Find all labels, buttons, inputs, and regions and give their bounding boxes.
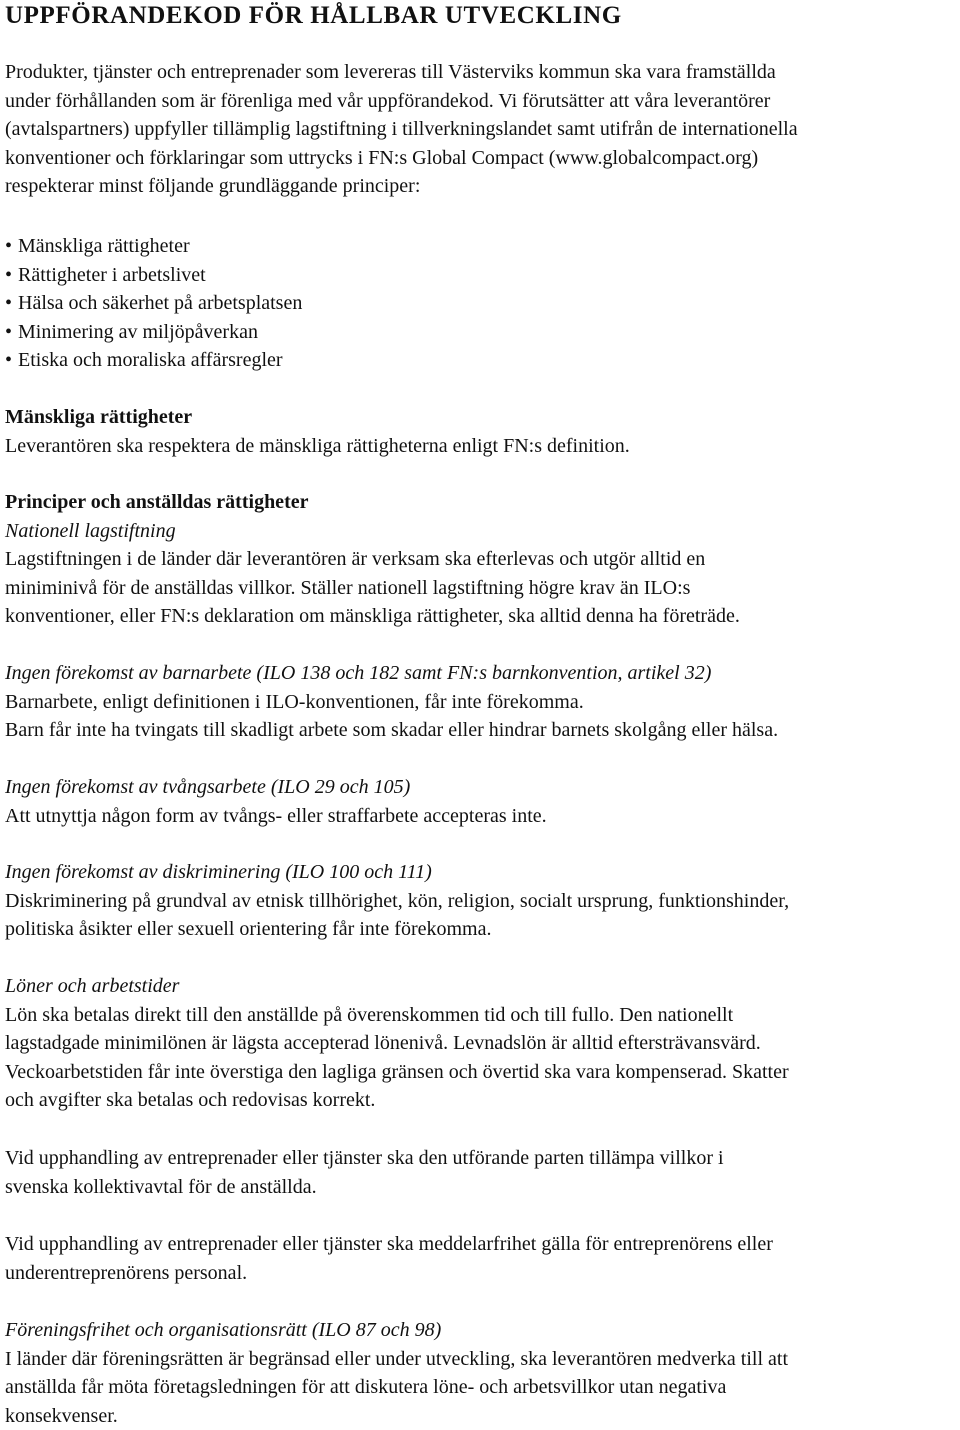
section-subheading: Nationell lagstiftning (5, 519, 176, 542)
document-title: UPPFÖRANDEKOD FÖR HÅLLBAR UTVECKLING (5, 2, 622, 29)
text-line: respekterar minst följande grundläggande principer: (5, 175, 421, 198)
text-line: I länder där föreningsrätten är begränsad eller under utveckling, ska leverantören medverka till att (5, 1347, 788, 1370)
section-subheading: Ingen förekomst av diskriminering (ILO 100 och 111) (5, 861, 432, 883)
text-line: Lagstiftningen i de länder där leverantören är verksam ska efterlevas och utgör alltid en (5, 548, 706, 571)
text-line: lagstadgade minimilönen är lägsta accepterad lönenivå. Levnadslön är alltid eftersträvansvärd. (5, 1032, 761, 1055)
text-line: underentreprenörens personal. (5, 1261, 248, 1284)
principles-list (5, 232, 957, 375)
discrimination-section (5, 858, 957, 944)
text-line: (avtalspartners) uppfyller tillämplig lagstiftning i tillverkningslandet samt utifrån de internationella (5, 118, 798, 141)
list-item: • Etiska och moraliska affärsregler (5, 346, 957, 375)
text-line: Diskriminering på grundval av etnisk tillhörighet, kön, religion, socialt ursprung, funktionshinder, (5, 889, 790, 912)
human-rights-section (5, 403, 957, 460)
list-item: • Hälsa och säkerhet på arbetsplatsen (5, 289, 957, 318)
section-subheading: Föreningsfrihet och organisationsrätt (ILO 87 och 98) (5, 1319, 442, 1341)
child-labour-section (5, 659, 957, 745)
text-line: Vid upphandling av entreprenader eller tjänster ska meddelarfrihet gälla för entreprenörens eller (5, 1233, 773, 1255)
text-line: Barn får inte ha tvingats till skadligt arbete som skadar eller hindrar barnets skolgång eller hälsa. (5, 719, 779, 742)
employee-rights-section (5, 488, 957, 631)
text-line: under förhållanden som är förenliga med vår uppförandekod. Vi förutsätter att våra leverantörer (5, 89, 771, 112)
forced-labour-section (5, 773, 957, 830)
text-line: politiska åsikter eller sexuell orientering får inte förekomma. (5, 918, 492, 941)
whistleblower-paragraph (5, 1230, 957, 1287)
section-heading: Mänskliga rättigheter (5, 406, 193, 428)
text-line: konventioner och förklaringar som uttrycks i FN:s Global Compact (www.globalcompact.org) (5, 146, 759, 169)
list-item: • Rättigheter i arbetslivet (5, 261, 957, 290)
text-line: Vid upphandling av entreprenader eller tjänster ska den utförande parten tillämpa villkor i (5, 1147, 724, 1169)
text-line: Barnarbete, enligt definitionen i ILO-konventionen, får inte förekomma. (5, 690, 584, 713)
text-line: och avgifter ska betalas och redovisas korrekt. (5, 1089, 376, 1112)
section-subheading: Ingen förekomst av tvångsarbete (ILO 29 och 105) (5, 776, 411, 798)
text-line: konventioner, eller FN:s deklaration om mänskliga rättigheter, ska alltid denna ha företräde. (5, 605, 740, 628)
section-subheading: Ingen förekomst av barnarbete (ILO 138 och 182 samt FN:s barnkonvention, artikel 32) (5, 662, 712, 684)
wages-section (5, 972, 957, 1115)
text-line: Leverantören ska respektera de mänskliga rättigheterna enligt FN:s definition. (5, 434, 630, 457)
text-line: Veckoarbetstiden får inte överstiga den lagliga gränsen och övertid ska vara kompenserad. Skatter (5, 1060, 789, 1083)
section-subheading: Löner och arbetstider (5, 975, 180, 997)
text-line: Lön ska betalas direkt till den anställde på överenskommen tid och till fullo. Den nationellt (5, 1003, 734, 1026)
list-item: • Mänskliga rättigheter (5, 232, 957, 261)
intro-paragraph (5, 58, 957, 201)
text-line: anställda får möta företagsledningen för att diskutera löne- och arbetsvillkor utan negativa (5, 1376, 727, 1399)
text-line: svenska kollektivavtal för de anställda. (5, 1175, 317, 1198)
text-line: miniminivå för de anställdas villkor. Ställer nationell lagstiftning högre krav än ILO:s (5, 576, 691, 599)
text-line: Produkter, tjänster och entreprenader som levereras till Västerviks kommun ska vara framställda (5, 61, 776, 83)
text-line: Att utnyttja någon form av tvångs- eller straffarbete accepteras inte. (5, 804, 547, 827)
text-line: konsekvenser. (5, 1404, 118, 1427)
collective-agreement-paragraph (5, 1144, 957, 1201)
section-heading: Principer och anställdas rättigheter (5, 491, 309, 513)
list-item: • Minimering av miljöpåverkan (5, 318, 957, 347)
association-section (5, 1316, 957, 1430)
